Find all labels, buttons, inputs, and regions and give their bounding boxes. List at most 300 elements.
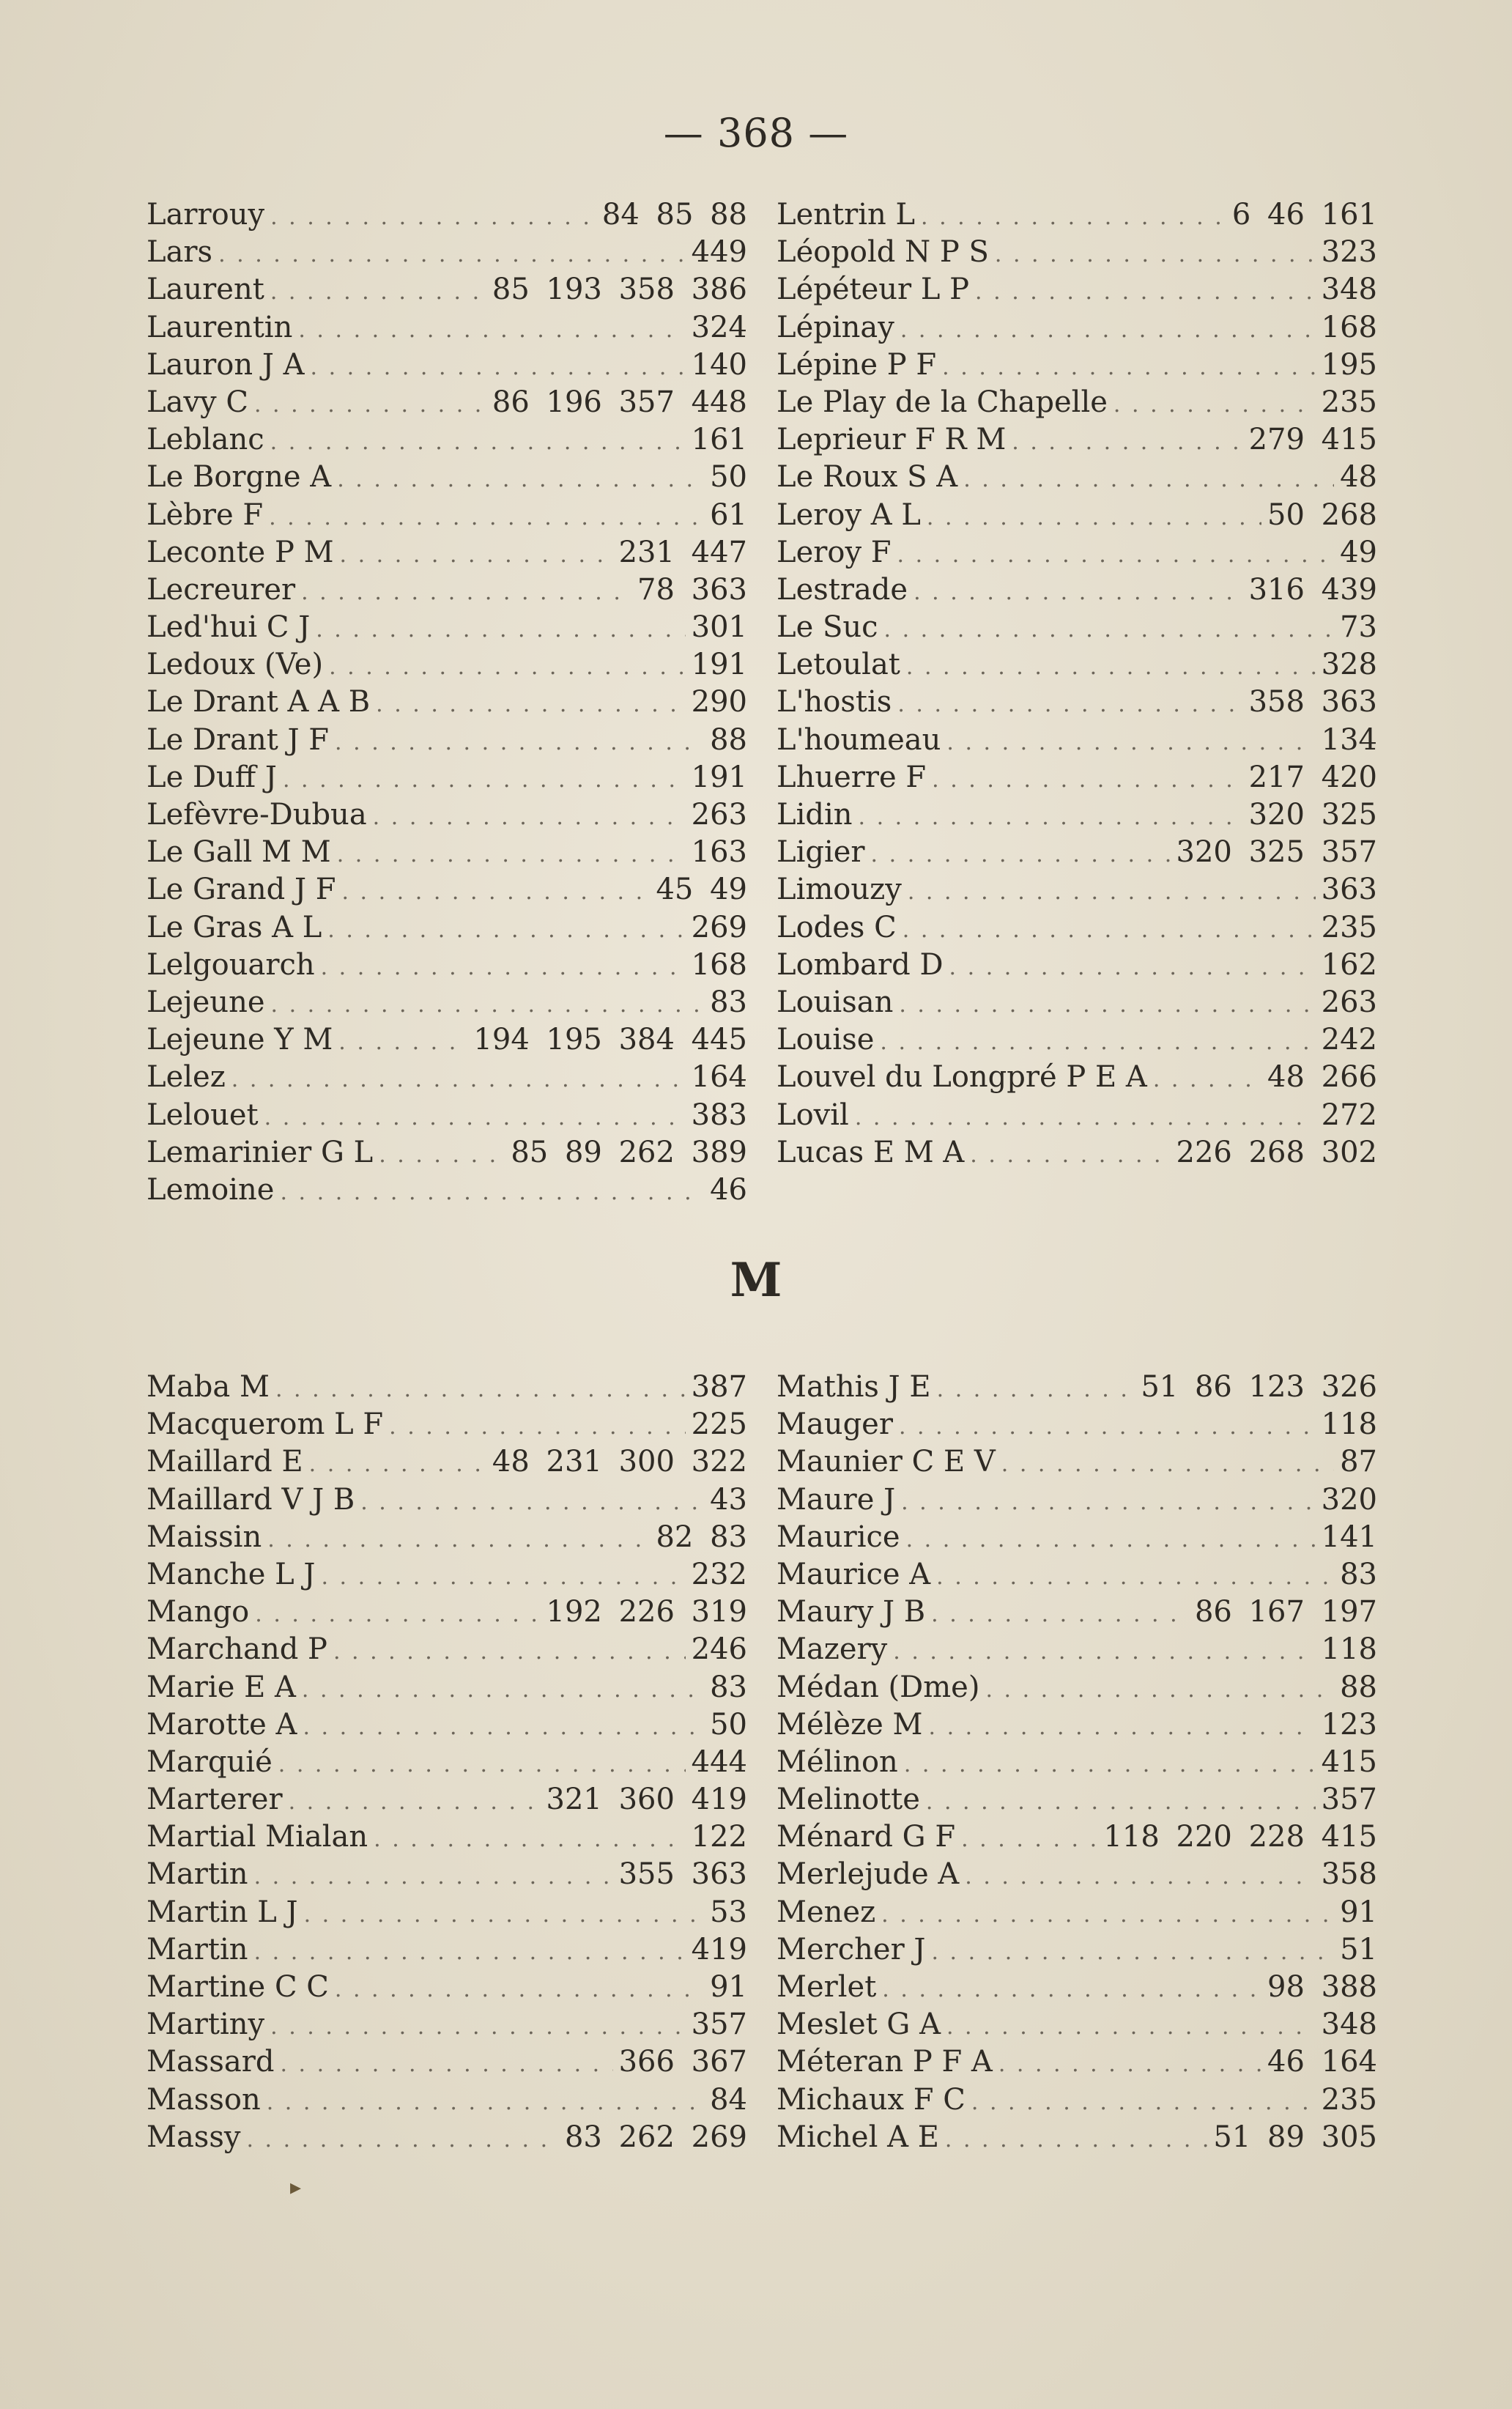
entry-pages: 231 447 <box>618 535 747 569</box>
page-number: — 368 — <box>663 110 849 156</box>
dot-leader <box>275 1369 686 1406</box>
entry-pages: 226 268 302 <box>1176 1135 1377 1169</box>
entry-name: Michaux F C <box>777 2082 966 2117</box>
entry-name: Lodes C <box>777 910 897 944</box>
entry-name: Lelez <box>147 1060 226 1095</box>
dot-leader <box>218 234 686 271</box>
dot-leader <box>327 909 685 947</box>
entry-name: Maure J <box>777 1482 896 1517</box>
section-m <box>147 1369 1377 2156</box>
entry-pages: 444 <box>691 1744 747 1779</box>
dot-leader <box>321 947 686 984</box>
entry-pages: 122 <box>691 1820 747 1854</box>
dot-leader <box>270 196 596 234</box>
entry-name: Marotte A <box>147 1707 297 1742</box>
entry-name: Le Drant J F <box>147 722 330 757</box>
entry-name: Lavy C <box>147 385 248 419</box>
dot-leader <box>303 1706 704 1744</box>
index-entry <box>777 384 1377 421</box>
section-m-left-column <box>147 1369 747 2156</box>
entry-name: Le Roux S A <box>777 460 958 495</box>
entry-name: Masson <box>147 2082 261 2117</box>
entry-pages: 61 <box>710 497 747 532</box>
entry-pages: 98 388 <box>1267 1970 1377 2004</box>
dot-leader <box>929 1706 1316 1744</box>
dot-leader <box>302 1669 704 1706</box>
index-entry <box>777 759 1377 796</box>
dot-leader <box>995 234 1316 271</box>
dot-leader <box>278 1744 686 1781</box>
entry-name: Lelouet <box>147 1098 259 1132</box>
entry-name: L'houmeau <box>777 722 941 757</box>
entry-name: Lestrade <box>777 572 908 607</box>
dot-leader <box>335 722 704 759</box>
entry-name: Marchand P <box>147 1632 327 1667</box>
dot-leader <box>340 534 613 571</box>
entry-name: Melinotte <box>777 1783 920 1817</box>
entry-pages: 272 <box>1321 1098 1377 1132</box>
index-entry <box>777 2081 1377 2119</box>
dot-leader <box>927 497 1261 534</box>
entry-name: Michel A E <box>777 2120 939 2154</box>
entry-pages: 83 262 269 <box>564 2120 747 2154</box>
entry-name: Maurice <box>777 1520 900 1554</box>
dot-leader <box>246 2119 559 2156</box>
entry-name: Mango <box>147 1595 250 1629</box>
index-entry <box>147 1369 747 1406</box>
dot-leader <box>900 309 1316 347</box>
entry-name: Meslet G A <box>777 2008 941 2042</box>
index-entry <box>777 1481 1377 1519</box>
entry-pages: 51 <box>1340 1932 1377 1966</box>
index-entry <box>777 1059 1377 1096</box>
dot-leader <box>267 2081 704 2119</box>
entry-pages: 246 <box>691 1632 747 1667</box>
dot-leader <box>304 1894 705 1931</box>
entry-name: Leroy A L <box>777 497 921 532</box>
entry-pages: 88 <box>1340 1670 1377 1704</box>
dot-leader <box>374 1818 685 1856</box>
dot-leader <box>859 796 1243 834</box>
entry-name: Médan (Dme) <box>777 1670 980 1704</box>
dot-leader <box>335 1969 704 2006</box>
entry-pages: 387 <box>691 1370 747 1404</box>
index-entry <box>147 609 747 646</box>
index-entry <box>147 759 747 796</box>
index-entry <box>147 1856 747 1893</box>
index-entry <box>777 796 1377 834</box>
entry-pages: 225 <box>691 1407 747 1442</box>
entry-name: Lombard D <box>777 947 944 982</box>
dot-leader <box>321 1556 685 1594</box>
entry-pages: 164 <box>691 1060 747 1095</box>
entry-pages: 279 415 <box>1248 423 1377 457</box>
entry-name: Lucas E M A <box>777 1135 965 1169</box>
index-entry <box>147 234 747 271</box>
index-entry <box>147 534 747 571</box>
index-entry <box>777 834 1377 871</box>
index-entry <box>777 609 1377 646</box>
entry-name: Mazery <box>777 1632 888 1667</box>
entry-pages: 232 <box>691 1557 747 1591</box>
entry-name: Martial Mialan <box>147 1820 368 1854</box>
dot-leader <box>914 571 1242 609</box>
entry-name: Lovil <box>777 1098 849 1132</box>
index-entry <box>147 271 747 308</box>
entry-name: Massy <box>147 2120 241 2154</box>
dot-leader <box>301 571 631 609</box>
entry-name: Lidin <box>777 798 853 832</box>
index-entry <box>147 796 747 834</box>
index-entry <box>777 1894 1377 1931</box>
dot-leader <box>283 759 686 796</box>
entry-pages: 85 193 358 386 <box>492 273 747 307</box>
entry-pages: 43 <box>710 1482 747 1517</box>
entry-name: Letoulat <box>777 648 900 682</box>
entry-pages: 87 <box>1340 1445 1377 1479</box>
entry-pages: 383 <box>691 1098 747 1132</box>
entry-pages: 323 <box>1321 235 1377 270</box>
entry-pages: 118 220 228 415 <box>1103 1820 1377 1854</box>
index-entry <box>147 1172 747 1209</box>
entry-name: Massard <box>147 2045 275 2079</box>
entry-name: Leprieur F R M <box>777 423 1007 457</box>
index-entry <box>777 1134 1377 1172</box>
index-entry <box>777 1021 1377 1059</box>
entry-pages: 49 <box>1340 535 1377 569</box>
entry-pages: 263 <box>1321 985 1377 1019</box>
dot-leader <box>937 1369 1135 1406</box>
dot-leader <box>280 1172 704 1209</box>
entry-name: Martiny <box>147 2008 265 2042</box>
dot-leader <box>337 834 686 871</box>
entry-pages: 162 <box>1321 947 1377 982</box>
entry-pages: 45 49 <box>656 873 747 907</box>
entry-pages: 73 <box>1340 610 1377 645</box>
entry-pages: 48 231 300 322 <box>492 1445 747 1479</box>
entry-pages: 217 420 <box>1248 760 1377 794</box>
entry-name: Laurentin <box>147 310 293 344</box>
index-entry <box>147 2006 747 2043</box>
entry-name: Mercher J <box>777 1932 926 1966</box>
dot-leader <box>985 1669 1334 1706</box>
dot-leader <box>897 534 1335 571</box>
index-entry <box>777 1931 1377 1969</box>
entry-pages: 50 268 <box>1267 497 1377 532</box>
index-entry <box>147 196 747 234</box>
entry-name: Maillard E <box>147 1445 303 1479</box>
index-entry <box>147 459 747 496</box>
index-entry <box>777 571 1377 609</box>
entry-name: Ledoux (Ve) <box>147 648 324 682</box>
index-entry <box>147 909 747 947</box>
entry-pages: 53 <box>710 1895 747 1929</box>
dot-leader <box>267 1519 650 1556</box>
index-entry <box>777 309 1377 347</box>
dot-leader <box>255 1594 540 1631</box>
index-entry <box>147 947 747 984</box>
index-entry <box>147 497 747 534</box>
entry-name: Lemoine <box>147 1172 275 1207</box>
section-l-right-column <box>777 196 1377 1209</box>
dot-leader <box>936 1556 1334 1594</box>
index-entry <box>147 1443 747 1481</box>
dot-leader <box>254 1856 613 1893</box>
index-entry <box>147 1406 747 1443</box>
entry-name: Le Duff J <box>147 760 277 794</box>
entry-name: Martin L J <box>147 1895 298 1929</box>
entry-pages: 86 167 197 <box>1194 1595 1377 1629</box>
dot-leader <box>311 347 686 384</box>
index-entry <box>147 1631 747 1668</box>
entry-pages: 50 <box>710 460 747 495</box>
entry-name: Lépinay <box>777 310 894 344</box>
entry-name: Marterer <box>147 1783 283 1817</box>
dot-leader <box>298 309 685 347</box>
entry-pages: 168 <box>1321 310 1377 344</box>
dot-leader <box>963 459 1334 496</box>
entry-pages: 348 <box>1321 2008 1377 2042</box>
section-l <box>147 196 1377 1209</box>
section-l-left-column <box>147 196 747 1209</box>
entry-pages: 48 <box>1340 460 1377 495</box>
entry-pages: 191 <box>691 760 747 794</box>
entry-pages: 357 <box>691 2008 747 2042</box>
dot-leader <box>926 1781 1316 1818</box>
entry-pages: 82 83 <box>656 1520 747 1554</box>
index-entry <box>147 684 747 721</box>
entry-name: Lelgouarch <box>147 947 315 982</box>
index-entry <box>777 722 1377 759</box>
entry-name: Marie E A <box>147 1670 296 1704</box>
entry-name: Méteran P F A <box>777 2045 993 2079</box>
dot-leader <box>1113 384 1316 421</box>
index-entry <box>777 497 1377 534</box>
index-entry <box>777 1406 1377 1443</box>
entry-pages: 235 <box>1321 910 1377 944</box>
index-entry <box>777 421 1377 459</box>
dot-leader <box>903 909 1316 947</box>
dot-leader <box>901 1481 1316 1519</box>
entry-pages: 290 <box>691 685 747 719</box>
dot-leader <box>855 1097 1316 1134</box>
entry-name: Maunier C E V <box>777 1445 996 1479</box>
entry-pages: 50 <box>710 1707 747 1742</box>
entry-pages: 91 <box>710 1970 747 2004</box>
entry-pages: 48 266 <box>1267 1060 1377 1095</box>
entry-name: Martine C C <box>147 1970 329 2004</box>
entry-name: Lecreurer <box>147 572 296 607</box>
entry-pages: 192 226 319 <box>546 1595 747 1629</box>
letter-heading-m: M <box>730 1253 782 1308</box>
dot-leader <box>254 384 486 421</box>
index-entry <box>147 1669 747 1706</box>
entry-pages: 358 363 <box>1248 685 1377 719</box>
dot-leader <box>946 2006 1316 2043</box>
index-entry <box>147 722 747 759</box>
index-entry <box>777 1706 1377 1744</box>
entry-pages: 348 <box>1321 273 1377 307</box>
index-entry <box>147 1818 747 1856</box>
ink-mark: ▸ <box>290 2175 302 2200</box>
entry-name: Merlejude A <box>777 1857 960 1892</box>
index-entry <box>147 1594 747 1631</box>
dot-leader <box>931 1594 1189 1631</box>
dot-leader <box>329 646 686 684</box>
dot-leader <box>949 947 1316 984</box>
index-entry <box>777 1443 1377 1481</box>
dot-leader <box>1012 421 1242 459</box>
entry-pages: 449 <box>691 235 747 270</box>
entry-name: Maillard V J B <box>147 1482 355 1517</box>
entry-name: Le Suc <box>777 610 878 645</box>
dot-leader <box>965 1856 1315 1893</box>
entry-name: Ménard G F <box>777 1820 956 1854</box>
entry-name: Lentrin L <box>777 198 916 232</box>
dot-leader <box>899 984 1315 1021</box>
entry-pages: 51 86 123 326 <box>1141 1370 1377 1404</box>
entry-name: L'hostis <box>777 685 892 719</box>
entry-pages: 324 <box>691 310 747 344</box>
dot-leader <box>1001 1443 1334 1481</box>
entry-name: Lépine P F <box>777 347 937 382</box>
entry-name: Ligier <box>777 835 865 870</box>
entry-name: Lars <box>147 235 213 270</box>
dot-leader <box>376 684 686 721</box>
index-entry <box>777 1097 1377 1134</box>
index-entry <box>147 421 747 459</box>
entry-name: Lauron J A <box>147 347 305 382</box>
index-entry <box>147 2043 747 2081</box>
entry-name: Leroy F <box>777 535 892 569</box>
entry-pages: 161 <box>691 423 747 457</box>
index-entry <box>147 2119 747 2156</box>
dot-leader <box>337 459 704 496</box>
dot-leader <box>389 1406 686 1443</box>
index-entry <box>777 646 1377 684</box>
entry-name: Louise <box>777 1023 875 1057</box>
dot-leader <box>264 1097 686 1134</box>
index-entry <box>777 871 1377 909</box>
dot-leader <box>931 1931 1334 1969</box>
dot-leader <box>946 722 1315 759</box>
index-entry <box>147 871 747 909</box>
index-entry <box>777 1369 1377 1406</box>
index-entry <box>777 947 1377 984</box>
entry-pages: 358 <box>1321 1857 1377 1892</box>
entry-pages: 355 363 <box>618 1857 747 1892</box>
index-entry <box>147 347 747 384</box>
dot-leader <box>341 871 650 909</box>
index-entry <box>147 1556 747 1594</box>
dot-leader <box>270 421 686 459</box>
entry-name: Louvel du Longpré P E A <box>777 1060 1147 1095</box>
entry-pages: 195 <box>1321 347 1377 382</box>
entry-name: Le Drant A A B <box>147 685 371 719</box>
entry-pages: 194 195 384 445 <box>473 1023 747 1057</box>
index-entry <box>147 309 747 347</box>
entry-name: Lhuerre F <box>777 760 927 794</box>
dot-leader <box>231 1059 686 1096</box>
index-entry <box>147 1706 747 1744</box>
index-entry <box>777 1669 1377 1706</box>
dot-leader <box>254 1931 686 1969</box>
entry-name: Marquié <box>147 1744 273 1779</box>
entry-pages: 78 363 <box>637 572 747 607</box>
dot-leader <box>880 1021 1315 1059</box>
section-m-right-column <box>777 1369 1377 2156</box>
entry-pages: 321 360 419 <box>546 1783 747 1817</box>
entry-name: Maba M <box>147 1370 270 1404</box>
entry-pages: 301 <box>691 610 747 645</box>
dot-leader <box>904 1744 1316 1781</box>
entry-name: Macquerom L F <box>147 1407 384 1442</box>
entry-name: Manche L J <box>147 1557 316 1591</box>
dot-leader <box>373 796 686 834</box>
entry-name: Léopold N P S <box>777 235 989 270</box>
index-entry <box>777 1781 1377 1818</box>
dot-leader <box>932 759 1242 796</box>
index-entry <box>777 909 1377 947</box>
dot-leader <box>908 871 1316 909</box>
entry-name: Le Gall M M <box>147 835 331 870</box>
entry-pages: 46 <box>710 1172 747 1207</box>
index-entry <box>147 1931 747 1969</box>
index-entry <box>777 347 1377 384</box>
entry-pages: 134 <box>1321 722 1377 757</box>
entry-name: Louisan <box>777 985 894 1019</box>
entry-pages: 415 <box>1321 1744 1377 1779</box>
dot-leader <box>998 2043 1261 2081</box>
index-entry <box>147 1744 747 1781</box>
index-entry <box>777 1631 1377 1668</box>
entry-pages: 83 <box>710 985 747 1019</box>
entry-name: Le Borgne A <box>147 460 332 495</box>
entry-pages: 328 <box>1321 648 1377 682</box>
index-entry <box>777 1818 1377 1856</box>
entry-name: Laurent <box>147 273 264 307</box>
index-entry <box>147 1519 747 1556</box>
dot-leader <box>881 1894 1334 1931</box>
index-entry <box>147 1134 747 1172</box>
index-entry <box>777 2043 1377 2081</box>
entry-pages: 51 89 305 <box>1213 2120 1377 2154</box>
index-entry <box>777 534 1377 571</box>
entry-pages: 363 <box>1321 873 1377 907</box>
index-entry <box>777 684 1377 721</box>
index-entry <box>777 1969 1377 2006</box>
index-entry <box>147 384 747 421</box>
dot-leader <box>970 1134 1170 1172</box>
index-entry <box>777 459 1377 496</box>
index-entry <box>777 1556 1377 1594</box>
index-entry <box>147 984 747 1021</box>
dot-leader <box>269 497 704 534</box>
dot-leader <box>893 1631 1315 1668</box>
dot-leader <box>975 271 1316 308</box>
entry-pages: 242 <box>1321 1023 1377 1057</box>
index-entry <box>777 196 1377 234</box>
entry-name: Lépéteur L P <box>777 273 970 307</box>
entry-pages: 269 <box>691 910 747 944</box>
index-entry <box>147 1097 747 1134</box>
entry-name: Le Gras A L <box>147 910 322 944</box>
entry-name: Leblanc <box>147 423 264 457</box>
index-entry <box>147 1781 747 1818</box>
entry-pages: 118 <box>1321 1632 1377 1667</box>
dot-leader <box>971 2081 1316 2119</box>
entry-name: Martin <box>147 1857 248 1892</box>
